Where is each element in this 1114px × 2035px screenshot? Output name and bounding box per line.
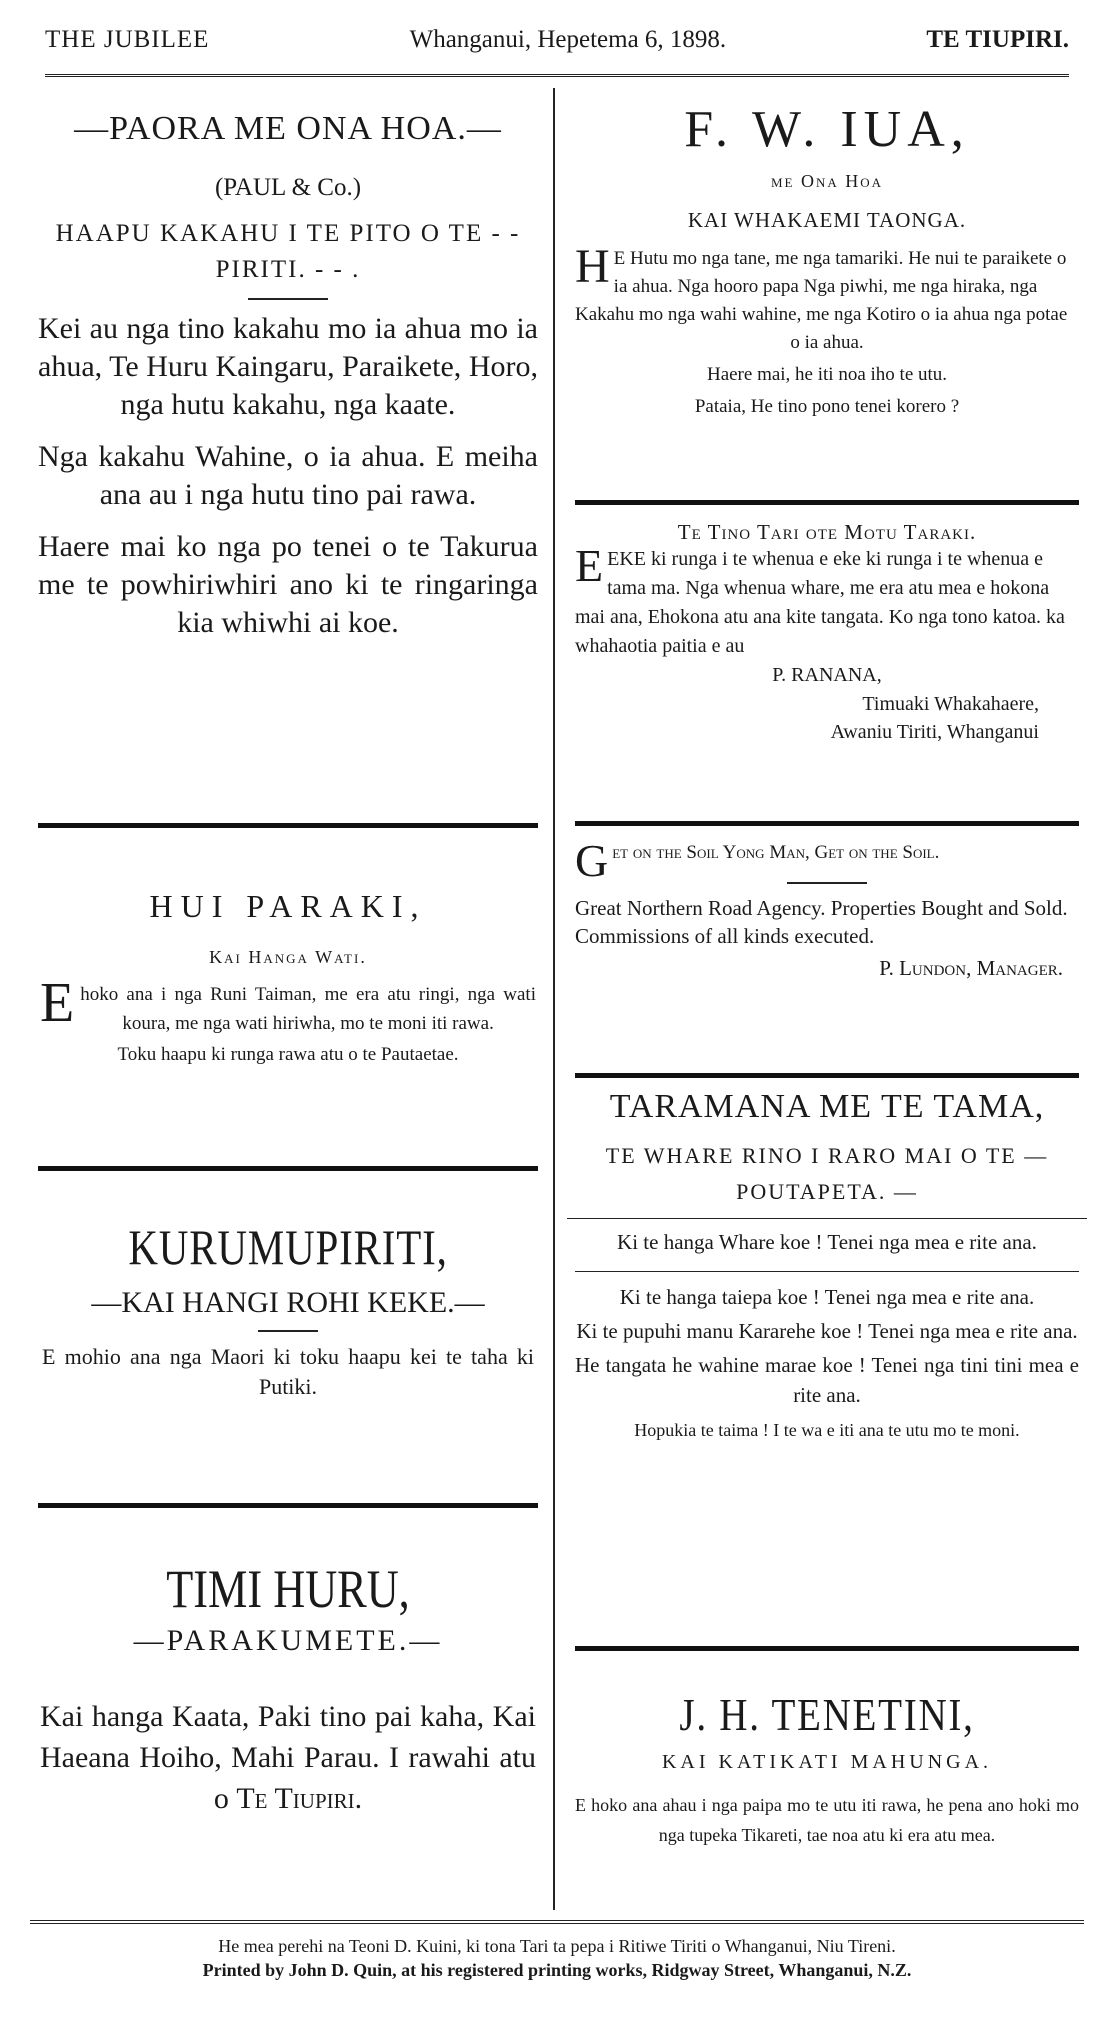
timi-body — [30, 1696, 546, 1819]
get-body: Great Northern Road Agency. Properties Bought and Sold. Commissions of all kinds executed. — [575, 896, 1068, 948]
ten-body: E hoko ana ahau i nga paipa mo te utu iti rawa, he pena ano hoki mo nga tupeka Tikareti, tae noa atu ki era atu mea. — [575, 1795, 1079, 1845]
section-rule — [38, 1166, 538, 1171]
paora-body-p1: Kei au nga tino kakahu mo ia ahua mo ia ahua, Te Huru Kaingaru, Paraikete, Horo, nga hutu kakahu, nga kaate. — [38, 312, 538, 421]
thin-rule — [567, 1218, 1087, 1219]
hui-body-text: hoko ana i nga Runi Taiman, me era atu ringi, nga wati koura, me nga wati hiriwha, mo te moni iti rawa. — [80, 984, 536, 1034]
iua-body-text2: Haere mai, he iti noa iho te utu. — [706, 364, 948, 385]
tara-line-4: He tangata he wahine marae koe ! Tenei nga tini tini mea e rite ana. — [575, 1353, 1079, 1407]
get-heading-text: et on the Soil Yong Man, Get on the Soil. — [612, 842, 940, 863]
tino-sig1: Timuaki Whakahaere, — [862, 693, 1039, 715]
kuru-body: E mohio ana nga Maori ki toku haapu kei te taha ki Putiki. — [42, 1344, 534, 1399]
footer-line-1: He mea perehi na Teoni D. Kuini, ki tona Tari ta pepa i Ritiwe Tiriti o Whanganui, Niu Tireni. — [218, 1936, 896, 1956]
ad-kuru — [30, 1218, 546, 1402]
short-rule — [258, 1330, 318, 1332]
tara-line-3: Ki te pupuhi manu Kararehe koe ! Tenei nga mea e rite ana. — [576, 1319, 1078, 1343]
tara-body — [567, 1227, 1087, 1410]
get-drop-cap: G — [575, 835, 609, 886]
timi-title: TIMI HURU, — [166, 1559, 410, 1619]
iua-subtitle: me Ona Hoa — [770, 171, 884, 191]
kuru-subtitle: —KAI HANGI ROHI KEKE.— — [91, 1286, 485, 1319]
ten-subtitle: KAI KATIKATI MAHUNGA. — [661, 1751, 993, 1773]
section-rule — [38, 1503, 538, 1508]
thin-rule — [575, 1271, 1079, 1272]
iua-title: F. W. IUA, — [684, 101, 970, 158]
column-divider — [553, 88, 555, 1910]
footer — [30, 1934, 1084, 1982]
paora-haapu: HAAPU KAKAHU I TE PITO O TE - - PIRITI. - - . — [55, 220, 521, 283]
timi-body-text: Kai hanga Kaata, Paki tino pai kaha, Kai Haeana Hoiho, Mahi Parau. I rawahi atu o — [40, 1700, 536, 1815]
tara-title: TARAMANA ME TE TAMA, — [609, 1088, 1045, 1125]
section-rule — [38, 823, 538, 828]
masthead-date: Whanganui, Hepetema 6, 1898. — [409, 26, 727, 53]
ad-hui — [30, 888, 546, 1069]
timi-body-end: Te Tiupiri. — [236, 1782, 363, 1815]
iua-drop-cap: H — [575, 240, 610, 293]
get-signature: P. Lundon, Manager. — [879, 956, 1063, 980]
hui-body-text2: Toku haapu ki runga rawa atu o te Pautaetae. — [117, 1044, 459, 1065]
hui-drop-cap: E — [40, 972, 75, 1034]
paora-title: —PAORA ME ONA HOA.— — [74, 110, 502, 147]
get-heading — [567, 835, 1087, 886]
tino-body — [567, 540, 1087, 690]
hui-title: HUI PARAKI, — [149, 888, 427, 924]
ad-iua — [567, 100, 1087, 421]
tino-heading: Te Tino Tari ote Motu Taraki. — [677, 520, 977, 544]
tara-small: Hopukia te taima ! I te wa e iti ana te utu mo te moni. — [634, 1420, 1020, 1440]
short-rule — [248, 298, 328, 300]
iua-body-text3: Pataia, He tino pono tenei korero ? — [694, 396, 960, 417]
section-rule — [575, 821, 1079, 826]
tino-name: P. RANANA, — [772, 664, 882, 686]
masthead — [45, 20, 1069, 60]
iua-body — [567, 240, 1087, 421]
section-rule — [575, 1646, 1079, 1651]
kuru-title: KURUMUPIRITI, — [128, 1219, 448, 1275]
tino-signature — [567, 690, 1087, 746]
ad-tino — [567, 520, 1087, 746]
ad-paora — [30, 88, 546, 656]
tara-line-1: Ki te hanga Whare koe ! Tenei nga mea e rite ana. — [617, 1230, 1037, 1254]
masthead-left: THE JUBILEE — [45, 26, 210, 53]
ad-get — [567, 835, 1087, 981]
hui-subtitle: Kai Hanga Wati. — [209, 947, 367, 967]
ad-tara — [567, 1088, 1087, 1444]
masthead-rule — [45, 74, 1069, 77]
paora-body-p2: Nga kakahu Wahine, o ia ahua. E meiha ana au i nga hutu tino pai rawa. — [38, 440, 538, 511]
iua-subtitle2: KAI WHAKAEMI TAONGA. — [687, 208, 967, 232]
footer-line-2: Printed by John D. Quin, at his registered printing works, Ridgway Street, Whanganui, N.Z. — [202, 1960, 912, 1980]
timi-subtitle: —PARAKUMETE.— — [133, 1624, 443, 1657]
footer-rule — [30, 1920, 1084, 1924]
hui-body — [30, 972, 546, 1069]
section-rule — [575, 500, 1079, 505]
paora-body — [30, 310, 546, 642]
masthead-right: TE TIUPIRI. — [926, 26, 1069, 53]
tino-drop-cap: E — [575, 540, 604, 591]
tara-subtitle: TE WHARE RINO I RARO MAI O TE — POUTAPETA. — — [605, 1143, 1049, 1204]
iua-body-text: E Hutu mo nga tane, me nga tamariki. He nui te paraikete o ia ahua. Nga hooro papa Nga piwhi, me nga hiraka, nga Kakahu mo nga wahi wahine, me nga Kotiro o ia ahua nga potae o ia ahua. — [575, 248, 1068, 353]
tara-line-2: Ki te hanga taiepa koe ! Tenei nga mea e rite ana. — [619, 1285, 1035, 1309]
tino-sig2: Awaniu Tiriti, Whanganui — [830, 721, 1039, 743]
tino-body-text: EKE ki runga i te whenua e eke ki runga i te whenua e tama ma. Nga whenua whare, me era atu mea e hokona mai ana, Ehokona atu ana kite tangata. Ko nga tono katoa. ka whahaotia paitia e au — [575, 548, 1065, 657]
ten-title: J. H. TENETINI, — [679, 1689, 975, 1740]
short-rule — [787, 882, 867, 884]
paora-subtitle: (PAUL & Co.) — [214, 174, 362, 201]
ad-ten — [567, 1688, 1087, 1850]
ad-timi — [30, 1558, 546, 1819]
paora-body-p3: Haere mai ko nga po tenei o te Takurua me te powhiriwhiri ano ki te ringaringa kia whiwhi ai koe. — [38, 530, 538, 639]
section-rule — [575, 1073, 1079, 1078]
